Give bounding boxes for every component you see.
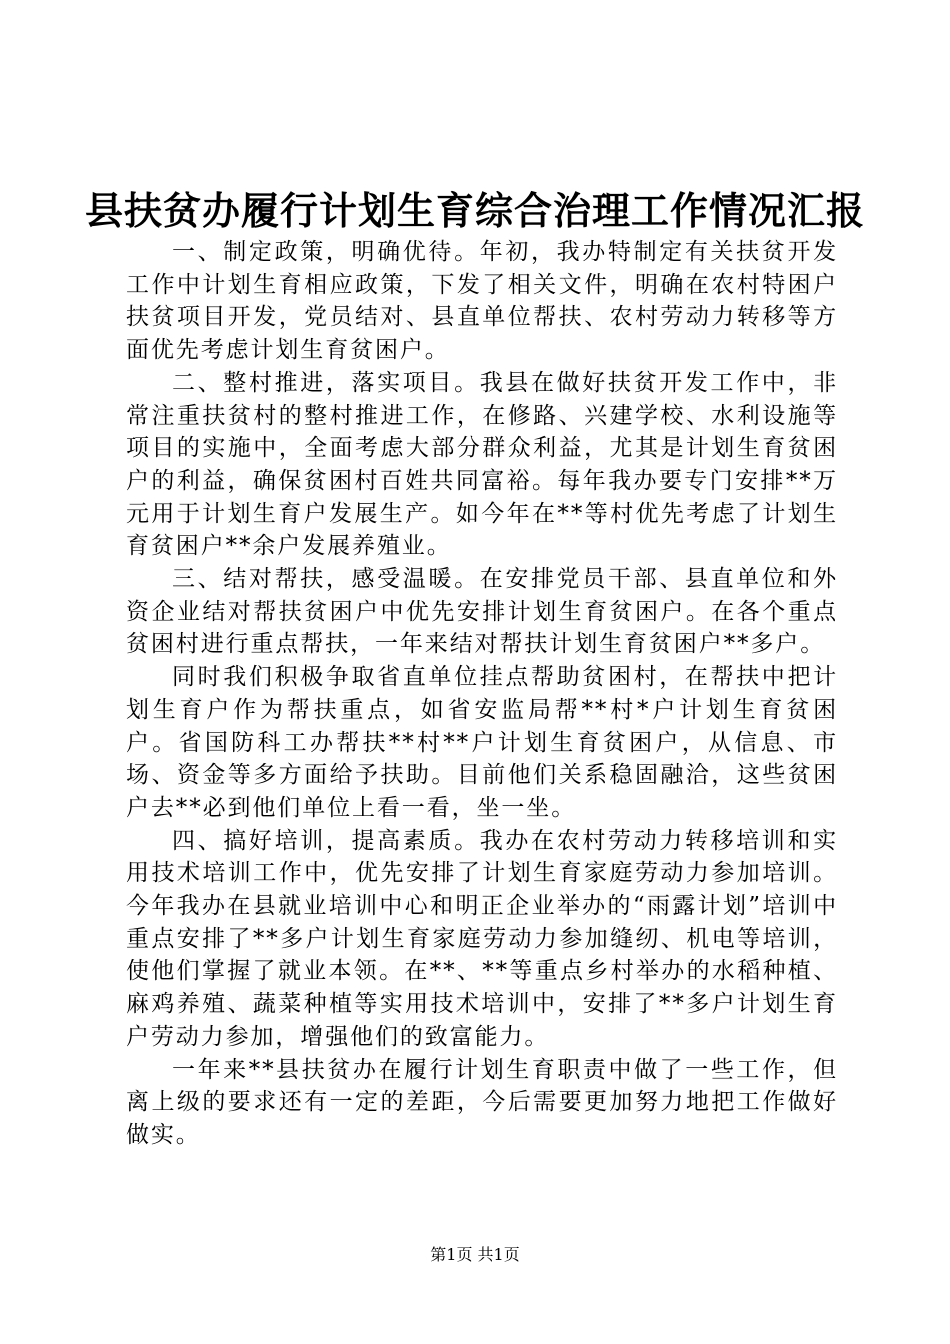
paragraph-village-projects: 二、整村推进，落实项目。我县在做好扶贫开发工作中，非常注重扶贫村的整村推进工作，在修路、兴建学校、水利设施等项目的实施中，全面考虑大部分群众利益，尤其是计划生育贫困户的利益，确保贫困村百姓共同富裕。每年我办要专门安排**万元用于计划生育户发展生产。如今年在**等村优先考虑了计划生育贫困户**余户发展养殖业。 [126,369,838,560]
paragraph-provincial-support: 同时我们积极争取省直单位挂点帮助贫困村，在帮扶中把计划生育户作为帮扶重点，如省安监局帮**村*户计划生育贫困户。省国防科工办帮扶**村**户计划生育贫困户，从信息、市场、资金等多方面给予扶助。目前他们关系稳固融洽，这些贫困户去**必到他们单位上看一看，坐一坐。 [126,664,838,821]
paragraph-training: 四、搞好培训，提高素质。我办在农村劳动力转移培训和实用技术培训工作中，优先安排了计划生育家庭劳动力参加培训。今年我办在县就业培训中心和明正企业举办的“雨露计划”培训中重点安排了**多户计划生育家庭劳动力参加缝纫、机电等培训，使他们掌握了就业本领。在**、**等重点乡村举办的水稻种植、麻鸡养殖、蔬菜种植等实用技术培训中，安排了**多户计划生育户劳动力参加，增强他们的致富能力。 [126,827,838,1050]
paragraph-policy: 一、制定政策，明确优待。年初，我办特制定有关扶贫开发工作中计划生育相应政策，下发了相关文件，明确在农村特困户扶贫项目开发，党员结对、县直单位帮扶、农村劳动力转移等方面优先考虑计划生育贫困户。 [126,239,838,364]
document-body [126,236,838,1152]
document-title: 县扶贫办履行计划生育综合治理工作情况汇报 [84,188,865,233]
paragraph-conclusion: 一年来**县扶贫办在履行计划生育职责中做了一些工作，但离上级的要求还有一定的差距，今后需要更加努力地把工作做好做实。 [126,1056,838,1148]
page-footer: 第1页 共1页 [430,1245,520,1264]
paragraph-pairing-assistance: 三、结对帮扶，感受温暖。在安排党员干部、县直单位和外资企业结对帮扶贫困户中优先安排计划生育贫困户。在各个重点贫困村进行重点帮扶，一年来结对帮扶计划生育贫困户**多户。 [126,566,838,658]
